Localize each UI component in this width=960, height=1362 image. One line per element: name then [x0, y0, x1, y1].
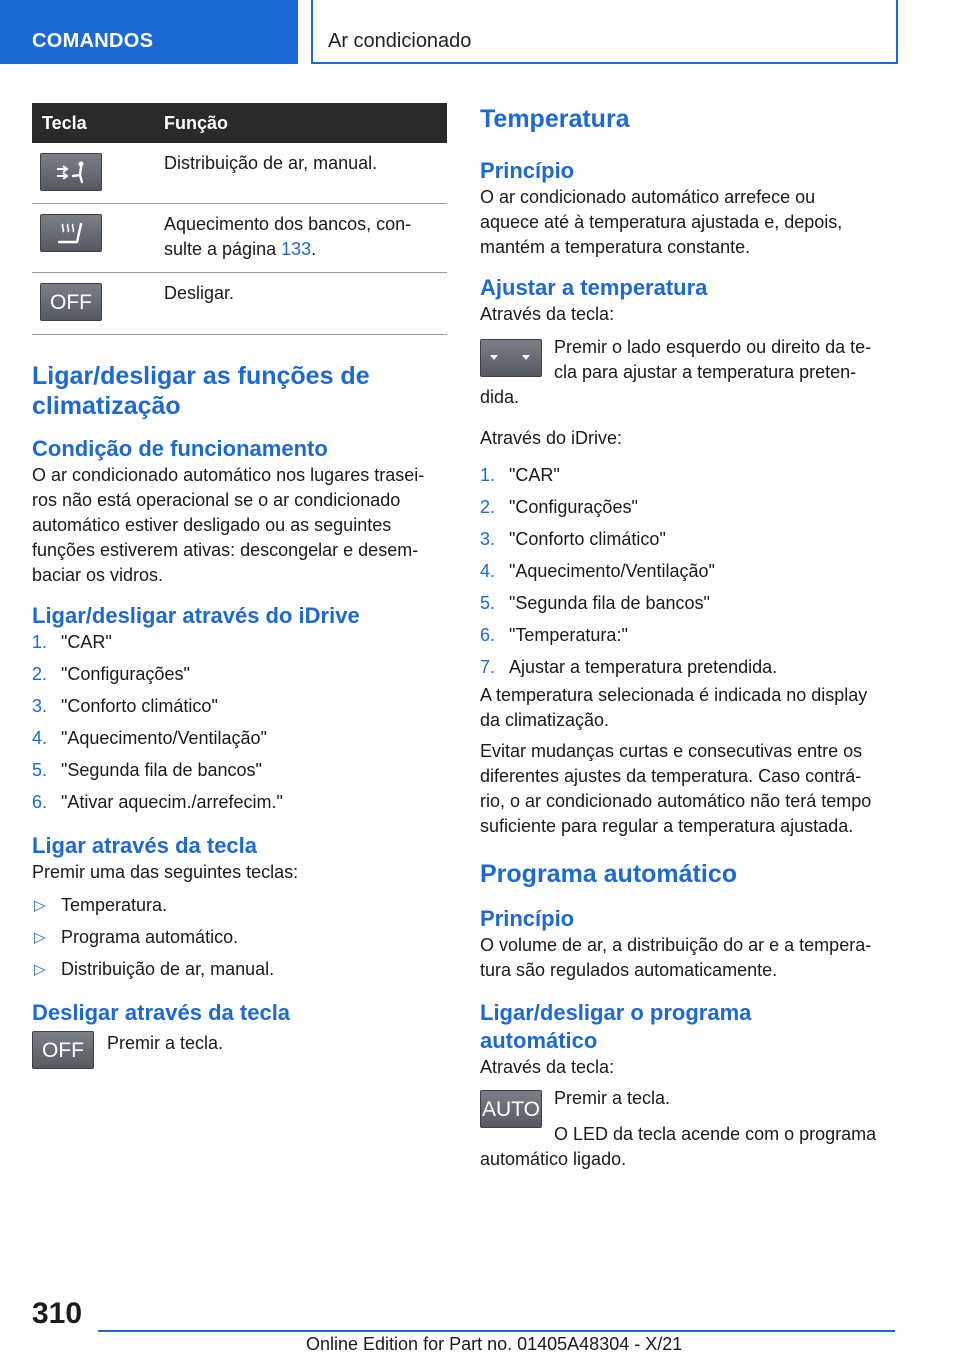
air-distribution-manual-icon — [40, 153, 102, 191]
heading-ajustar: Ajustar a temperatura — [480, 275, 708, 300]
list-item: ▷ Programa automático. — [32, 925, 447, 957]
list-item: 7. Ajustar a temperatura pretendida. — [480, 657, 778, 677]
paragraph-desligar: Premir a tecla. — [107, 1033, 224, 1053]
paragraph-principio: O ar condicionado automático arrefece ou aquece até à temperatura ajustada e, depois, mantém a temperatura constante. — [480, 187, 843, 257]
chapter-header — [311, 0, 898, 64]
paragraph-principio-2: O volume de ar, a distribuição do ar e a tempera- tura são regulados automaticamente. — [480, 935, 872, 980]
list-item: 2. "Configurações" — [480, 497, 638, 517]
heading-idrive: Ligar/desligar através do iDrive — [32, 603, 360, 628]
heading-temperatura: Temperatura — [480, 105, 630, 133]
paragraph-display: A temperatura selecionada é indicada no display da climatização. — [480, 685, 868, 730]
idrive-steps-list — [480, 463, 896, 683]
table-cell-function: Distribuição de ar, manual. — [164, 143, 447, 204]
tecla-list — [32, 893, 447, 989]
heading-programa: Programa automático — [480, 860, 738, 888]
heading-tecla: Ligar através da tecla — [32, 833, 258, 858]
paragraph-atraves-tecla: Através da tecla: — [480, 304, 615, 324]
table-row — [32, 204, 447, 273]
heading-principio-2: Princípio — [480, 906, 575, 931]
section-tab — [0, 0, 298, 64]
paragraph-evitar: Evitar mudanças curtas e consecutivas entre os diferentes ajustes da temperatura. Caso contrá- rio, o ar condicionado automático não terá tempo suficiente para regular a temperatura ajustada. — [480, 741, 872, 836]
paragraph-led-2: automático ligado. — [480, 1149, 627, 1169]
list-item: 4. "Aquecimento/Ventilação" — [480, 561, 715, 581]
table-header-function: Função — [164, 103, 447, 143]
bullet-triangle-icon: ▷ — [34, 929, 46, 946]
paragraph-led: O LED da tecla acende com o programa — [554, 1124, 877, 1144]
paragraph-premir: Premir a tecla. — [554, 1088, 671, 1108]
heading-ligar-desligar: Ligar/desligar as funções de climatização — [32, 362, 370, 420]
paragraph-atraves-idrive: Através do iDrive: — [480, 428, 623, 448]
section-label: COMANDOS — [32, 30, 154, 52]
paragraph-ajustar-btn: Premir o lado esquerdo ou direito da te- cla para ajustar a temperatura preten- — [554, 337, 872, 382]
table-cell-function: Desligar. — [164, 273, 447, 335]
footer-edition: Online Edition for Part no. 01405A48304 - X/21 — [306, 1334, 683, 1354]
table-row — [32, 143, 447, 204]
temperature-rocker-icon — [480, 339, 542, 377]
bullet-triangle-icon: ▷ — [34, 897, 46, 914]
paragraph-tecla: Premir uma das seguintes teclas: — [32, 862, 299, 882]
list-item: 4. "Aquecimento/Ventilação" — [32, 728, 267, 748]
heading-principio: Princípio — [480, 158, 575, 183]
off-button-icon: OFF — [32, 1031, 94, 1069]
heading-desligar: Desligar através da tecla — [32, 1000, 291, 1025]
page-link[interactable]: 133 — [281, 239, 312, 259]
list-item: 5. "Segunda fila de bancos" — [32, 760, 262, 780]
list-item: 1. "CAR" — [32, 632, 112, 652]
seat-heating-icon — [40, 214, 102, 252]
list-item: ▷ Distribuição de ar, manual. — [32, 957, 447, 989]
page-number: 310 — [32, 1297, 83, 1330]
auto-button-icon: AUTO — [480, 1090, 542, 1128]
table-header-key: Tecla — [32, 103, 164, 143]
table-cell-function: Aquecimento dos bancos, con- sulte a página 133. — [164, 204, 447, 273]
paragraph-ajustar-tail: dida. — [480, 387, 520, 407]
list-item: 6. "Ativar aquecim./arrefecim." — [32, 792, 283, 812]
list-item: 3. "Conforto climático" — [480, 529, 666, 549]
list-item: 5. "Segunda fila de bancos" — [480, 593, 710, 613]
key-function-table — [32, 103, 447, 335]
list-item: ▷ Temperatura. — [32, 893, 447, 925]
heading-condicao: Condição de funcionamento — [32, 436, 328, 461]
heading-ligar-auto: Ligar/desligar o programa automático — [480, 1000, 752, 1053]
footer-rule — [98, 1330, 895, 1332]
table-row — [32, 273, 447, 335]
list-item: 1. "CAR" — [480, 465, 560, 485]
list-item: 2. "Configurações" — [32, 664, 190, 684]
paragraph-condicao: O ar condicionado automático nos lugares trasei- ros não está operacional se o ar condicionado automático estiver desligado ou as seguintes funções estiverem ativas: descongelar e desem- baciar os vidros. — [32, 465, 425, 585]
list-item: 6. "Temperatura:" — [480, 625, 628, 645]
off-button-icon: OFF — [40, 283, 102, 321]
list-item: 3. "Conforto climático" — [32, 696, 218, 716]
chapter-title: Ar condicionado — [328, 30, 472, 52]
idrive-steps-list — [32, 630, 447, 822]
left-column — [32, 103, 447, 1075]
bullet-triangle-icon: ▷ — [34, 961, 46, 978]
right-column — [480, 103, 896, 1172]
paragraph-atraves-tecla-2: Através da tecla: — [480, 1057, 615, 1077]
